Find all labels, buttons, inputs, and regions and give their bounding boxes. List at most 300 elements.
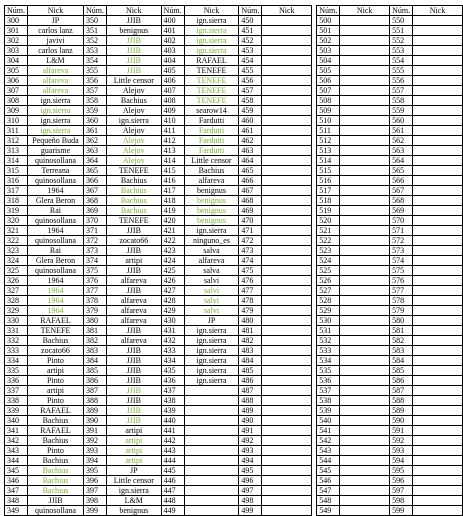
cell-number: 376 [83, 276, 106, 286]
cell-number: 454 [239, 56, 262, 66]
cell-number: 464 [239, 156, 262, 166]
cell-number: 416 [161, 176, 184, 186]
cell-number: 419 [161, 206, 184, 216]
cell-number: 439 [161, 406, 184, 416]
cell-number: 421 [161, 226, 184, 236]
cell-nick [262, 276, 312, 286]
cell-number: 367 [83, 186, 106, 196]
cell-nick: ign.sierra [28, 116, 84, 126]
cell-number: 529 [317, 306, 340, 316]
table-row [5, 456, 463, 466]
cell-number: 574 [390, 256, 413, 266]
cell-number: 538 [317, 396, 340, 406]
cell-nick [340, 386, 390, 396]
cell-nick: benignus [184, 186, 239, 196]
table-body [5, 16, 463, 516]
cell-number: 521 [317, 226, 340, 236]
cell-number: 528 [317, 296, 340, 306]
cell-nick: TENEFE [106, 216, 161, 226]
cell-nick [262, 416, 312, 426]
cell-number: 308 [5, 96, 28, 106]
table-row [5, 186, 463, 196]
cell-number: 590 [390, 416, 413, 426]
cell-number: 541 [317, 426, 340, 436]
cell-nick: quinosollana [28, 266, 84, 276]
cell-number: 343 [5, 446, 28, 456]
table-row [5, 406, 463, 416]
cell-nick: Little censor [106, 76, 161, 86]
cell-nick: carlos lanz [28, 46, 84, 56]
header-nick: Nick [413, 6, 463, 16]
cell-nick: TENEFE [106, 166, 161, 176]
cell-nick [262, 446, 312, 456]
cell-number: 396 [83, 476, 106, 486]
cell-number: 414 [161, 156, 184, 166]
cell-number: 481 [239, 326, 262, 336]
cell-nick [340, 496, 390, 506]
cell-number: 334 [5, 356, 28, 366]
cell-number: 573 [390, 246, 413, 256]
cell-number: 347 [5, 486, 28, 496]
cell-number: 471 [239, 226, 262, 236]
cell-number: 569 [390, 206, 413, 216]
cell-number: 405 [161, 66, 184, 76]
cell-number: 460 [239, 116, 262, 126]
cell-nick: ign.sierra [184, 346, 239, 356]
table-row [5, 356, 463, 366]
cell-number: 364 [83, 156, 106, 166]
cell-nick: Bachius [28, 466, 84, 476]
cell-nick [413, 506, 463, 516]
cell-number: 552 [390, 36, 413, 46]
cell-number: 373 [83, 246, 106, 256]
cell-number: 323 [5, 246, 28, 256]
cell-nick [340, 136, 390, 146]
cell-nick [340, 466, 390, 476]
cell-nick: JJIB [106, 36, 161, 46]
cell-number: 494 [239, 456, 262, 466]
cell-number: 490 [239, 416, 262, 426]
cell-nick: JJIB [106, 16, 161, 26]
table-row [5, 296, 463, 306]
cell-number: 515 [317, 166, 340, 176]
cell-number: 370 [83, 216, 106, 226]
cell-number: 317 [5, 186, 28, 196]
cell-number: 452 [239, 36, 262, 46]
cell-number: 324 [5, 256, 28, 266]
cell-number: 408 [161, 96, 184, 106]
cell-number: 545 [317, 466, 340, 476]
cell-number: 501 [317, 26, 340, 36]
cell-number: 509 [317, 106, 340, 116]
cell-number: 535 [317, 366, 340, 376]
cell-nick [340, 406, 390, 416]
table-row [5, 136, 463, 146]
cell-nick: Pinto [28, 446, 84, 456]
cell-nick [413, 356, 463, 366]
cell-number: 321 [5, 226, 28, 236]
cell-nick: Alejov [106, 156, 161, 166]
cell-nick [262, 286, 312, 296]
cell-number: 588 [390, 396, 413, 406]
cell-number: 332 [5, 336, 28, 346]
table-row [5, 16, 463, 26]
cell-nick [262, 356, 312, 366]
header-num: Núm. [390, 6, 413, 16]
table-row [5, 196, 463, 206]
cell-nick: ign.sierra [184, 356, 239, 366]
cell-number: 378 [83, 296, 106, 306]
cell-number: 338 [5, 396, 28, 406]
cell-nick: 1964 [28, 306, 84, 316]
cell-nick [262, 506, 312, 516]
cell-nick [413, 256, 463, 266]
cell-nick: ign.sierra [106, 486, 161, 496]
cell-nick [413, 246, 463, 256]
cell-nick: JJIB [106, 246, 161, 256]
cell-number: 386 [83, 376, 106, 386]
cell-nick: JJIB [106, 266, 161, 276]
cell-nick [340, 246, 390, 256]
cell-number: 345 [5, 466, 28, 476]
cell-nick [413, 376, 463, 386]
cell-nick: Alejov [106, 126, 161, 136]
cell-nick [413, 106, 463, 116]
table-row [5, 86, 463, 96]
cell-nick [184, 426, 239, 436]
cell-number: 359 [83, 106, 106, 116]
cell-number: 424 [161, 256, 184, 266]
cell-number: 480 [239, 316, 262, 326]
cell-nick: ign.sierra [184, 226, 239, 236]
cell-number: 514 [317, 156, 340, 166]
cell-number: 415 [161, 166, 184, 176]
cell-nick: 1964 [28, 276, 84, 286]
cell-number: 558 [390, 96, 413, 106]
cell-number: 366 [83, 176, 106, 186]
cell-nick [413, 426, 463, 436]
cell-number: 318 [5, 196, 28, 206]
cell-number: 598 [390, 496, 413, 506]
cell-number: 571 [390, 226, 413, 236]
cell-number: 595 [390, 466, 413, 476]
cell-number: 551 [390, 26, 413, 36]
cell-nick [340, 56, 390, 66]
table-row [5, 156, 463, 166]
cell-nick: Alejov [106, 86, 161, 96]
cell-nick [262, 146, 312, 156]
cell-number: 505 [317, 66, 340, 76]
cell-nick [340, 216, 390, 226]
cell-nick [340, 206, 390, 216]
cell-number: 526 [317, 276, 340, 286]
cell-number: 593 [390, 446, 413, 456]
cell-nick: zocato66 [28, 346, 84, 356]
cell-number: 506 [317, 76, 340, 86]
cell-number: 453 [239, 46, 262, 56]
cell-nick: alfareva [28, 86, 84, 96]
cell-number: 322 [5, 236, 28, 246]
cell-nick: ign.sierra [184, 36, 239, 46]
cell-nick: ign.sierra [184, 376, 239, 386]
cell-nick [184, 396, 239, 406]
cell-number: 596 [390, 476, 413, 486]
cell-nick: Glera Beron [28, 196, 84, 206]
cell-number: 344 [5, 456, 28, 466]
cell-nick: JP [106, 466, 161, 476]
cell-nick [413, 146, 463, 156]
cell-number: 462 [239, 136, 262, 146]
cell-nick: benignus [106, 506, 161, 516]
cell-nick [413, 36, 463, 46]
cell-number: 543 [317, 446, 340, 456]
cell-nick [340, 46, 390, 56]
cell-number: 384 [83, 356, 106, 366]
cell-number: 411 [161, 126, 184, 136]
cell-nick: benignus [184, 196, 239, 206]
cell-nick: Rai [28, 206, 84, 216]
cell-number: 447 [161, 486, 184, 496]
cell-nick [262, 256, 312, 266]
cell-number: 557 [390, 86, 413, 96]
cell-number: 316 [5, 176, 28, 186]
cell-number: 409 [161, 106, 184, 116]
header-nick: Nick [184, 6, 239, 16]
cell-nick [413, 26, 463, 36]
cell-nick: Pequeño Buda [28, 136, 84, 146]
cell-number: 306 [5, 76, 28, 86]
cell-nick [340, 316, 390, 326]
cell-nick: JJIB [106, 386, 161, 396]
cell-number: 341 [5, 426, 28, 436]
cell-number: 486 [239, 376, 262, 386]
cell-number: 502 [317, 36, 340, 46]
cell-number: 442 [161, 436, 184, 446]
cell-nick [262, 16, 312, 26]
table-row [5, 266, 463, 276]
cell-nick [413, 196, 463, 206]
cell-nick [340, 336, 390, 346]
cell-number: 517 [317, 186, 340, 196]
cell-nick [413, 276, 463, 286]
cell-number: 392 [83, 436, 106, 446]
cell-nick [413, 476, 463, 486]
table-row [5, 416, 463, 426]
cell-number: 456 [239, 76, 262, 86]
cell-nick: ign.sierra [106, 116, 161, 126]
cell-number: 459 [239, 106, 262, 116]
cell-number: 516 [317, 176, 340, 186]
cell-nick [340, 16, 390, 26]
cell-number: 402 [161, 36, 184, 46]
cell-number: 473 [239, 246, 262, 256]
cell-number: 363 [83, 146, 106, 156]
cell-number: 377 [83, 286, 106, 296]
cell-number: 357 [83, 86, 106, 96]
cell-number: 572 [390, 236, 413, 246]
cell-number: 530 [317, 316, 340, 326]
cell-number: 525 [317, 266, 340, 276]
cell-number: 410 [161, 116, 184, 126]
cell-nick [262, 66, 312, 76]
cell-nick [184, 486, 239, 496]
cell-nick: TENEFE [184, 76, 239, 86]
cell-number: 328 [5, 296, 28, 306]
cell-number: 466 [239, 176, 262, 186]
cell-nick: Little censor [184, 156, 239, 166]
cell-number: 583 [390, 346, 413, 356]
cell-number: 564 [390, 156, 413, 166]
cell-nick [413, 416, 463, 426]
cell-number: 372 [83, 236, 106, 246]
cell-nick: JP [184, 316, 239, 326]
cell-number: 418 [161, 196, 184, 206]
cell-nick [340, 86, 390, 96]
cell-nick: TENEFE [28, 326, 84, 336]
cell-number: 305 [5, 66, 28, 76]
cell-number: 448 [161, 496, 184, 506]
cell-nick: JJIB [106, 326, 161, 336]
cell-number: 484 [239, 356, 262, 366]
cell-nick [340, 66, 390, 76]
cell-number: 432 [161, 336, 184, 346]
cell-nick [262, 26, 312, 36]
cell-number: 472 [239, 236, 262, 246]
cell-nick: alfareva [106, 276, 161, 286]
cell-number: 301 [5, 26, 28, 36]
cell-number: 561 [390, 126, 413, 136]
cell-number: 404 [161, 56, 184, 66]
cell-number: 575 [390, 266, 413, 276]
cell-number: 354 [83, 56, 106, 66]
cell-number: 441 [161, 426, 184, 436]
table-row [5, 166, 463, 176]
cell-nick: 1964 [28, 286, 84, 296]
cell-nick: Bachius [106, 96, 161, 106]
cell-nick [262, 106, 312, 116]
cell-number: 412 [161, 136, 184, 146]
cell-number: 461 [239, 126, 262, 136]
cell-nick [262, 96, 312, 106]
cell-nick [262, 136, 312, 146]
table-row [5, 476, 463, 486]
cell-nick [262, 456, 312, 466]
cell-nick [262, 216, 312, 226]
table-row [5, 206, 463, 216]
cell-nick [184, 506, 239, 516]
cell-number: 599 [390, 506, 413, 516]
cell-nick [184, 496, 239, 506]
cell-number: 549 [317, 506, 340, 516]
cell-nick: L&M [28, 56, 84, 66]
cell-number: 488 [239, 396, 262, 406]
cell-number: 406 [161, 76, 184, 86]
cell-nick: JP [28, 16, 84, 26]
cell-nick: salva [184, 246, 239, 256]
cell-number: 302 [5, 36, 28, 46]
cell-nick: JJIB [106, 226, 161, 236]
cell-nick [184, 416, 239, 426]
cell-number: 429 [161, 306, 184, 316]
cell-nick: salva [184, 266, 239, 276]
cell-nick [413, 366, 463, 376]
cell-nick [340, 306, 390, 316]
cell-number: 450 [239, 16, 262, 26]
cell-number: 562 [390, 136, 413, 146]
cell-nick [262, 206, 312, 216]
table-row [5, 236, 463, 246]
cell-number: 397 [83, 486, 106, 496]
cell-nick: alfareva [184, 176, 239, 186]
cell-nick: JJIB [106, 406, 161, 416]
cell-nick: artipi [106, 456, 161, 466]
cell-nick [184, 456, 239, 466]
cell-nick: Bachius [28, 486, 84, 496]
cell-number: 333 [5, 346, 28, 356]
table-row [5, 96, 463, 106]
cell-nick [413, 486, 463, 496]
cell-number: 417 [161, 186, 184, 196]
cell-nick: artipi [106, 256, 161, 266]
cell-nick: 1964 [28, 186, 84, 196]
cell-nick [262, 346, 312, 356]
cell-nick [413, 86, 463, 96]
cell-nick [413, 76, 463, 86]
cell-number: 304 [5, 56, 28, 66]
cell-nick [413, 126, 463, 136]
cell-nick [413, 56, 463, 66]
cell-number: 435 [161, 366, 184, 376]
cell-nick [340, 36, 390, 46]
cell-nick [262, 376, 312, 386]
cell-nick [262, 196, 312, 206]
cell-nick [184, 406, 239, 416]
cell-nick: JJIB [106, 396, 161, 406]
cell-number: 548 [317, 496, 340, 506]
cell-nick [262, 126, 312, 136]
cell-nick [340, 146, 390, 156]
cell-number: 492 [239, 436, 262, 446]
cell-nick: artipi [28, 366, 84, 376]
cell-number: 300 [5, 16, 28, 26]
cell-number: 350 [83, 16, 106, 26]
cell-nick [262, 116, 312, 126]
cell-number: 449 [161, 506, 184, 516]
cell-number: 337 [5, 386, 28, 396]
cell-number: 478 [239, 296, 262, 306]
cell-nick [184, 466, 239, 476]
table-row [5, 216, 463, 226]
cell-number: 587 [390, 386, 413, 396]
cell-nick: Bachius [28, 336, 84, 346]
cell-number: 547 [317, 486, 340, 496]
cell-nick [340, 186, 390, 196]
cell-nick: JJIB [106, 66, 161, 76]
cell-nick [262, 246, 312, 256]
header-nick: Nick [106, 6, 161, 16]
cell-number: 365 [83, 166, 106, 176]
cell-nick [262, 306, 312, 316]
cell-number: 434 [161, 356, 184, 366]
cell-nick [184, 446, 239, 456]
cell-number: 522 [317, 236, 340, 246]
cell-nick [340, 166, 390, 176]
cell-number: 351 [83, 26, 106, 36]
cell-number: 555 [390, 66, 413, 76]
table-row [5, 336, 463, 346]
cell-nick: JJIB [28, 496, 84, 506]
cell-number: 325 [5, 266, 28, 276]
